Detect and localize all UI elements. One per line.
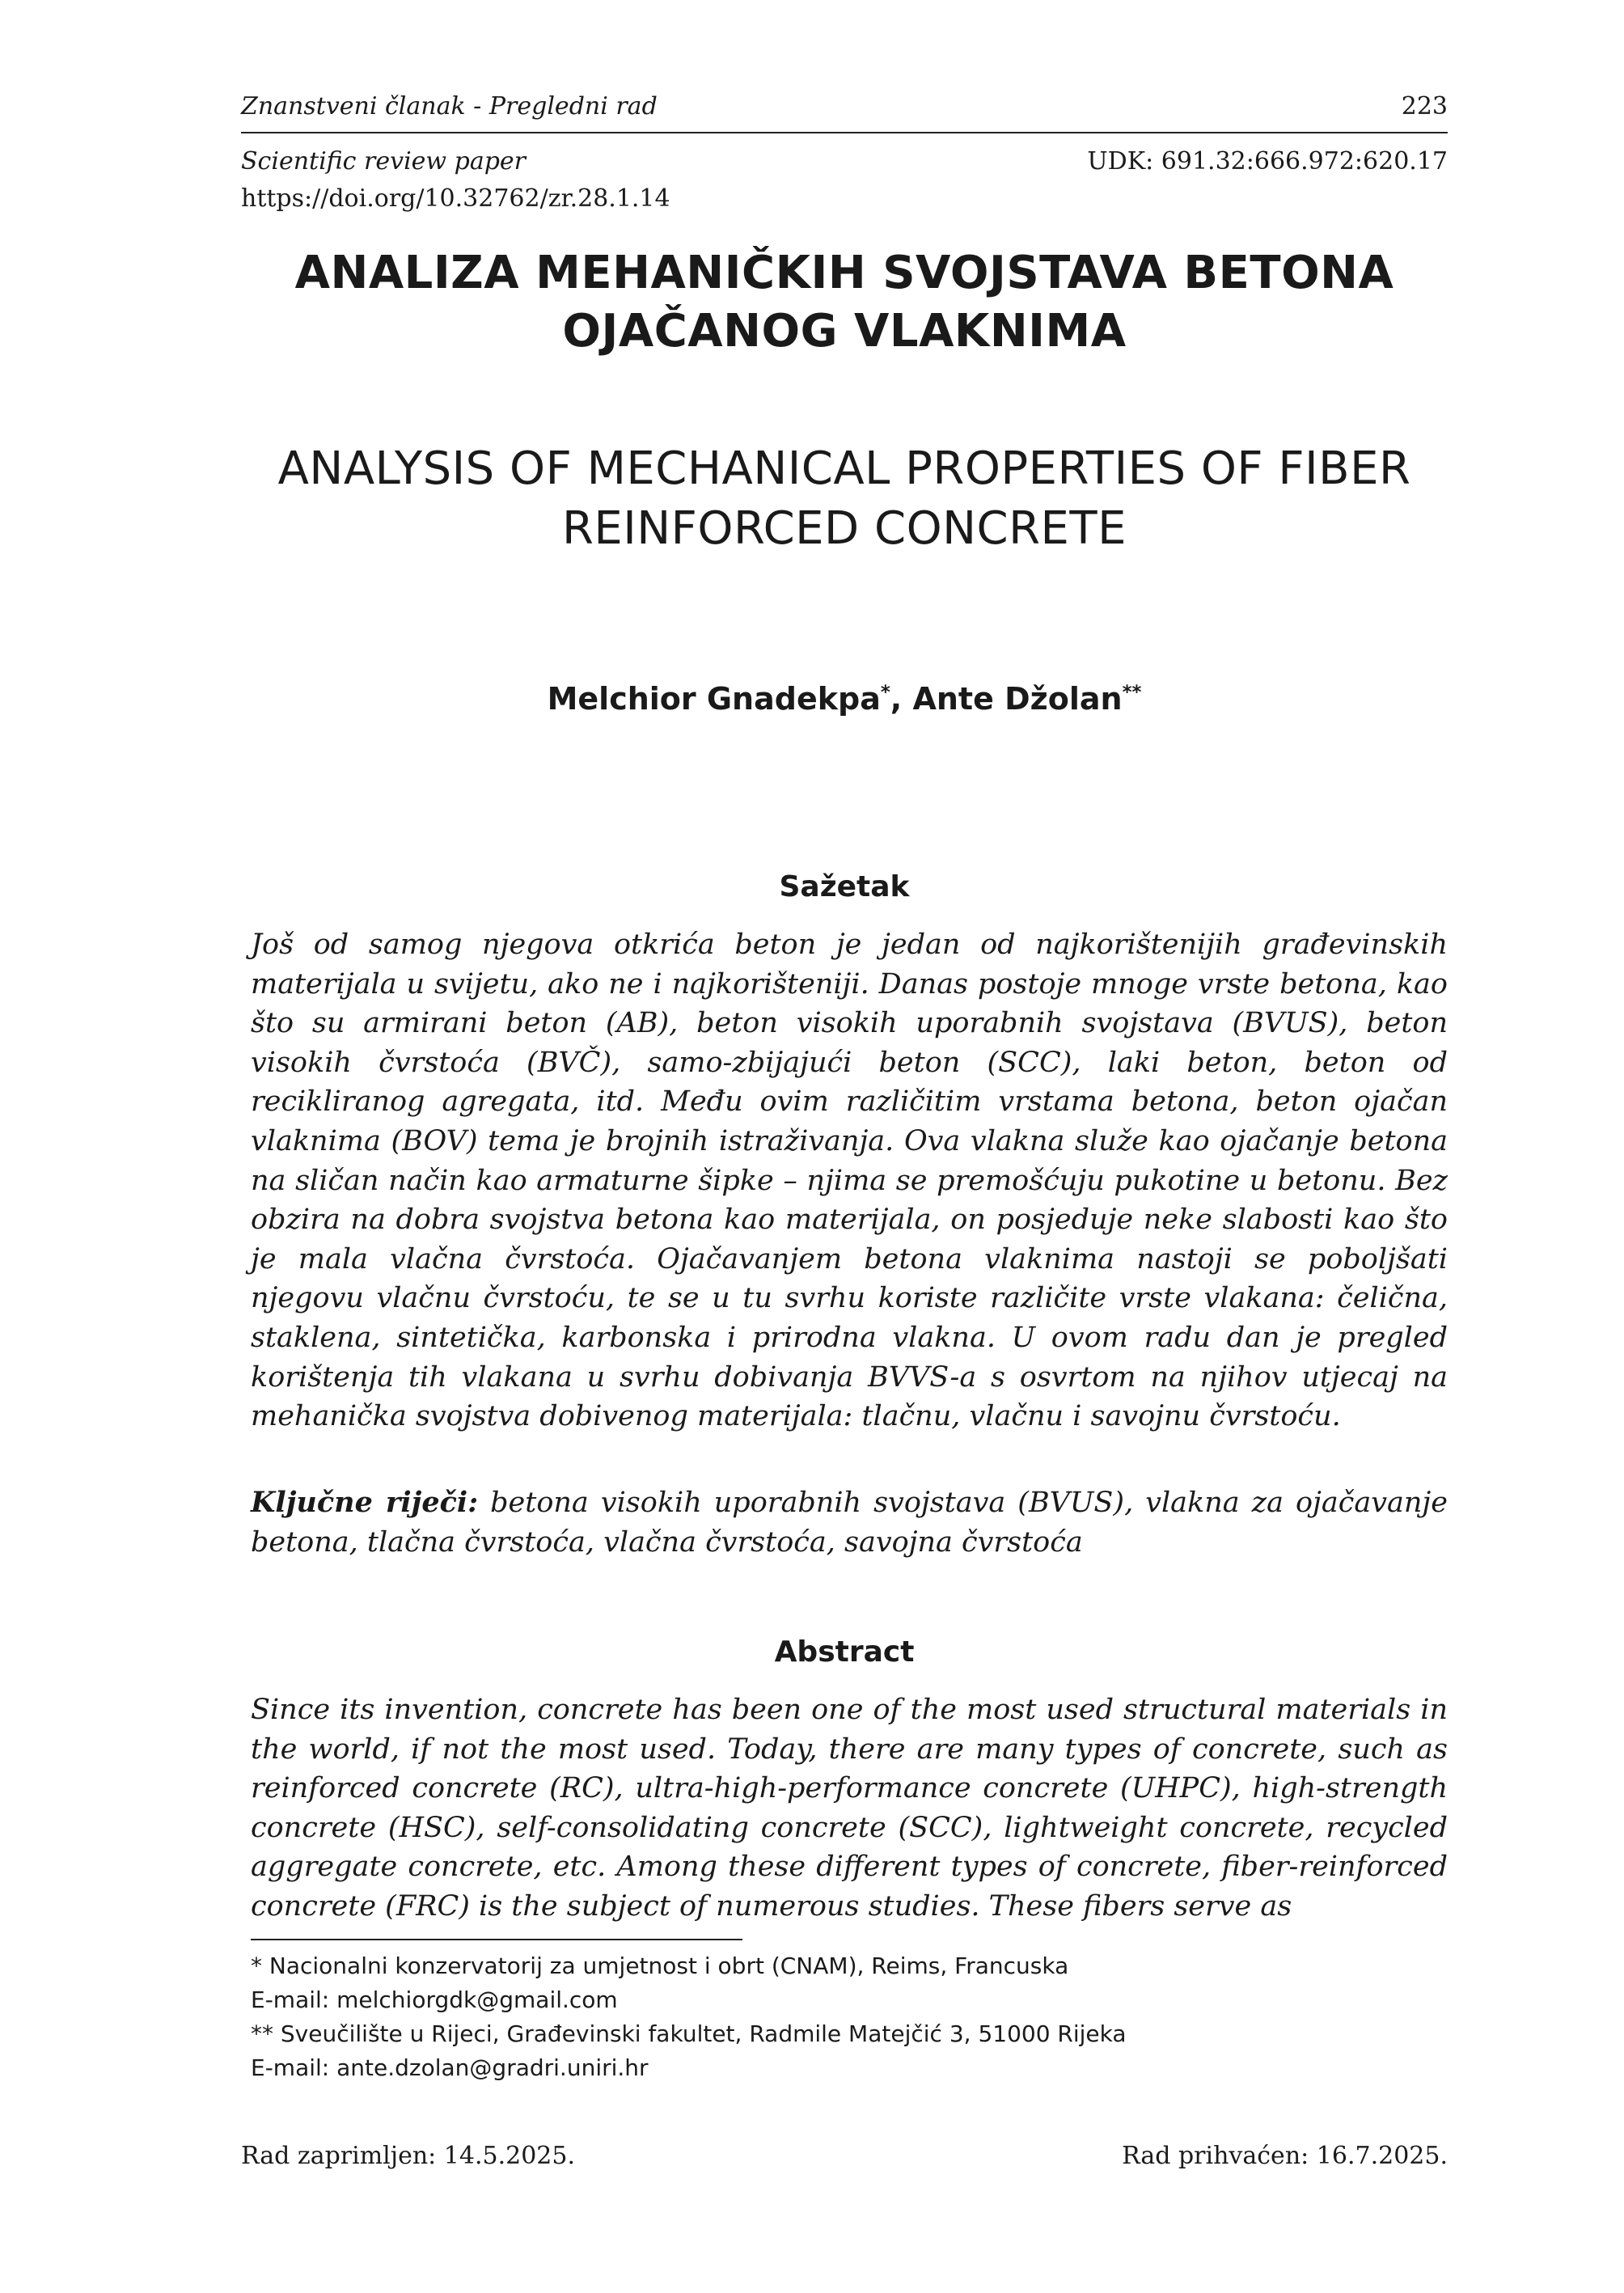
title-croatian-line1: ANALIZA MEHANIČKIH SVOJSTAVA BETONA	[294, 247, 1394, 299]
journal-section-label: Znanstveni članak - Pregledni rad	[241, 92, 658, 121]
received-date: Rad zaprimljen: 14.5.2025.	[241, 2142, 576, 2170]
footnotes	[251, 1949, 1127, 2085]
doi-link[interactable]: https://doi.org/10.32762/zr.28.1.14	[241, 184, 670, 213]
keywords-text: betona visokih uporabnih svojstava (BVUS), vlakna za ojačavanje betona, tlačna čvrstoća, vlačna čvrstoća, savojna čvrstoća	[251, 1487, 1448, 1559]
author-1-mark: *	[880, 682, 890, 704]
title-english-line1: ANALYSIS OF MECHANICAL PROPERTIES OF FIBER	[277, 442, 1411, 495]
title-english	[241, 439, 1448, 559]
title-croatian-line2: OJAČANOG VLAKNIMA	[562, 305, 1127, 357]
footnote-2-email[interactable]: E-mail: ante.dzolan@gradri.uniri.hr	[251, 2054, 649, 2081]
header-rule	[241, 132, 1448, 133]
page-number: 223	[1401, 92, 1448, 121]
footnote-1: * Nacionalni konzervatorij za umjetnost i obrt (CNAM), Reims, Francuska	[251, 1952, 1069, 1979]
title-english-line2: REINFORCED CONCRETE	[561, 502, 1127, 555]
paper-type: Scientific review paper	[241, 147, 527, 176]
accepted-date: Rad prihvaćen: 16.7.2025.	[1122, 2142, 1448, 2170]
abstract-heading: Abstract	[774, 1635, 915, 1669]
footnote-1-email[interactable]: E-mail: melchiorgdk@gmail.com	[251, 1986, 618, 2013]
keywords-label: Ključne riječi:	[251, 1486, 479, 1519]
abstract-text: Since its invention, concrete has been one of the most used structural materials in the world, if not the most used. Today, there are many types of concrete, such as reinforced concrete (RC), ultra-high-performance concrete (UHPC), high-strength concrete (HSC), self-consolidating concrete (SCC), lightweight concrete, recycled aggregate concrete, etc. Among these different types of concrete, fiber-reinforced concrete (FRC) is the subject of numerous studies. These fibers serve as	[251, 1694, 1448, 1923]
footnote-rule	[251, 1939, 742, 1940]
author-2: Ante Džolan	[912, 681, 1123, 717]
title-croatian	[241, 244, 1448, 361]
sazetak-heading: Sažetak	[779, 870, 910, 903]
author-1: Melchior Gnadekpa	[547, 681, 881, 717]
sazetak-text: Još od samog njegova otkrića beton je jedan od najkorištenijih građevinskih materijala u svijetu, ako ne i najkorišteniji. Danas postoje mnoge vrste betona, kao što su armirani beton (AB), beton visokih uporabnih svojstava (BVUS), beton visokih čvrstoća (BVČ), samo-zbijajući beton (SCC), laki beton, beton od recikliranog agregata, itd. Među ovim različitim vrstama betona, beton ojačan vlaknima (BOV) tema je brojnih istraživanja. Ova vlakna služe kao ojačanje betona na sličan način kao armaturne šipke – njima se premošćuju pukotine u betonu. Bez obzira na dobra svojstva betona kao materijala, on posjeduje neke slabosti kao što je mala vlačna čvrstoća. Ojačavanjem betona vlaknima nastoji se poboljšati njegovu vlačnu čvrstoću, te se u tu svrhu koriste različite vrste vlakana: čelična, staklena, sintetička, karbonska i prirodna vlakna. U ovom radu dan je pregled korištenja tih vlakana u svrhu dobivanja BVVS-a s osvrtom na njihov utjecaj na mehanička svojstva dobivenog materijala: tlačnu, vlačnu i savojnu čvrstoću.	[251, 929, 1448, 1433]
footnote-2: ** Sveučilište u Rijeci, Građevinski fakultet, Radmile Matejčić 3, 51000 Rijeka	[251, 2020, 1127, 2047]
author-2-mark: **	[1122, 682, 1142, 704]
udk-code: UDK: 691.32:666.972:620.17	[1087, 147, 1448, 176]
keywords	[251, 1483, 1448, 1562]
authors	[241, 681, 1448, 717]
author-separator: ,	[890, 681, 913, 717]
